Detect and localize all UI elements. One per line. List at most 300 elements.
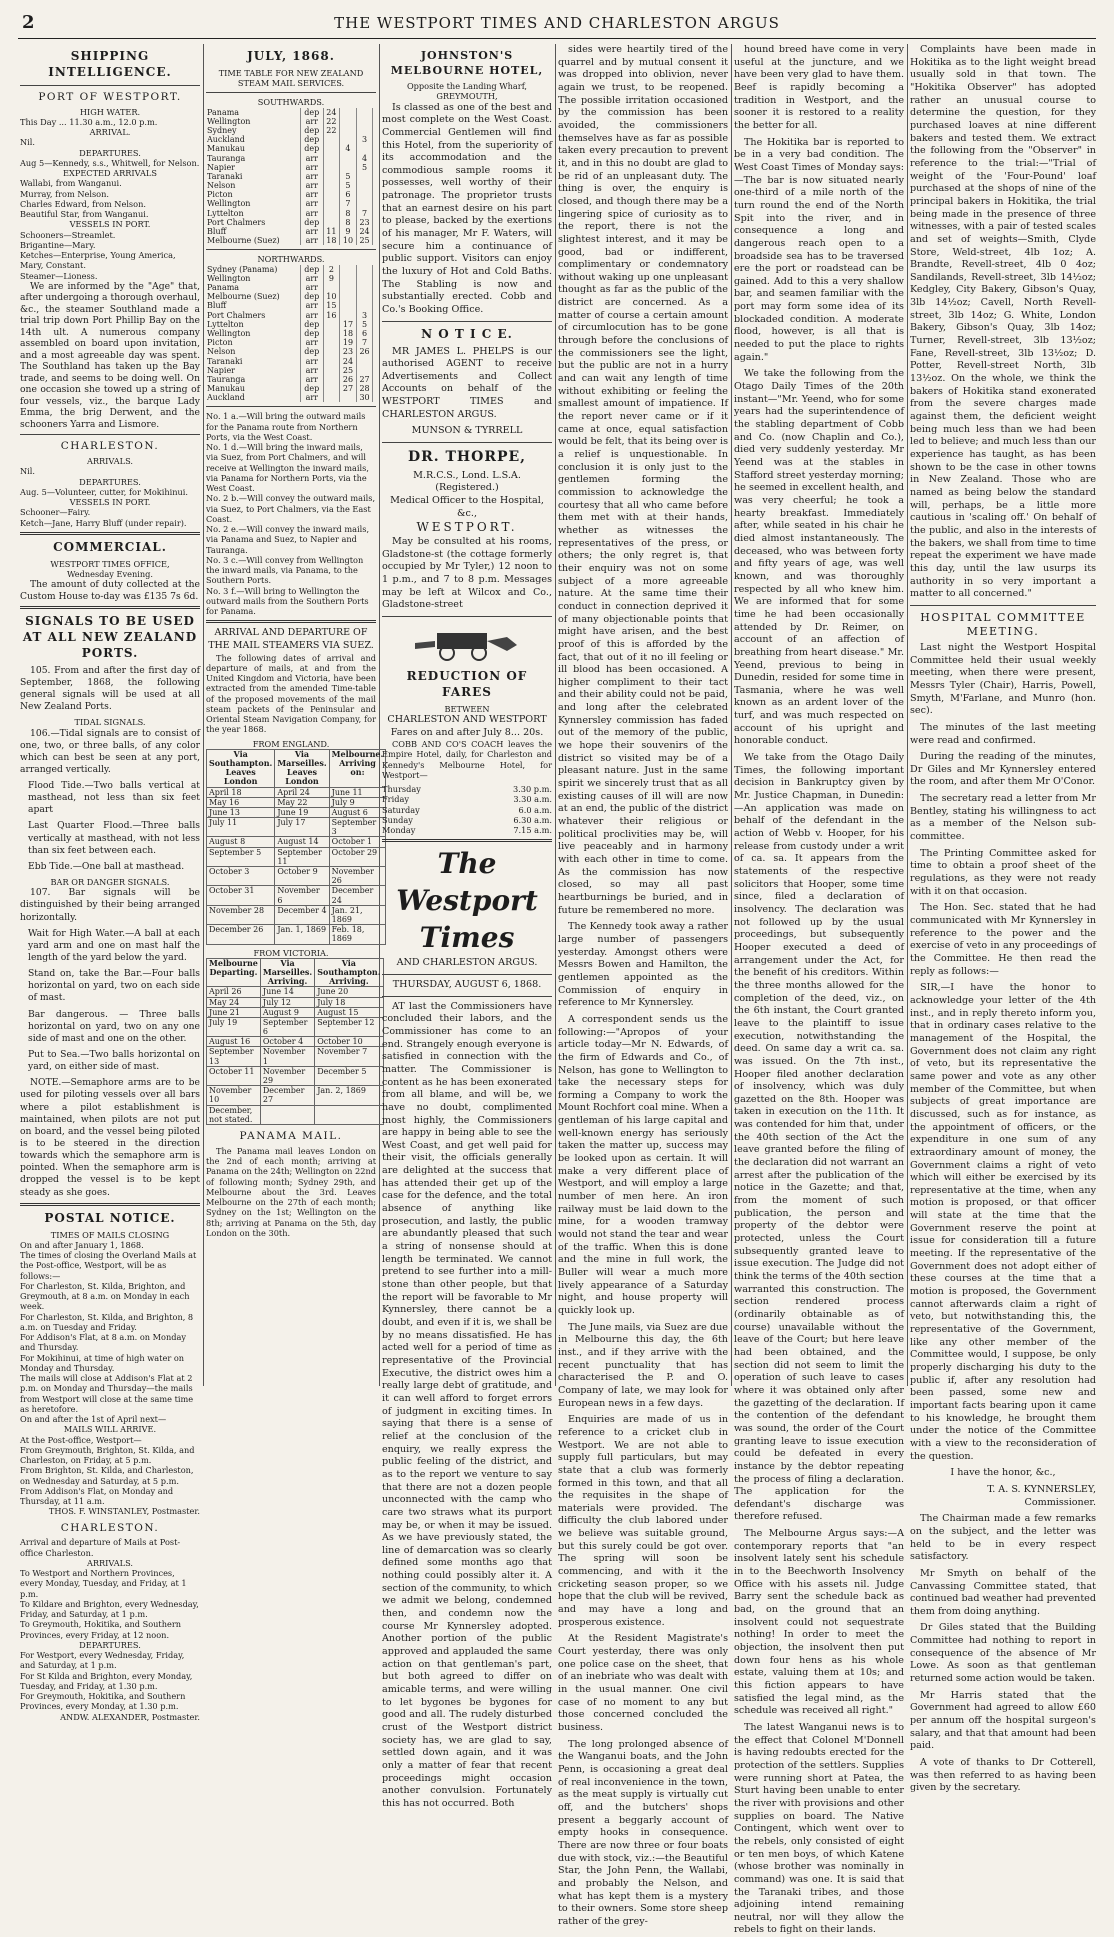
- table-cell: [373, 163, 376, 172]
- table-cell: [323, 347, 340, 356]
- article-paragraph: We take the following from the Otago Daily Times of the 20th instant—"Mr. Yeend, who for some years had the superintendence of the stabling department of Cobb and Co. (now Chaplin and Co.), died very suddenly yesterday. Mr Yeend was at the stables in Stafford street yesterday morning; he seemed in excellent health, and was very cheerful; he took a hearty breakfast. Immediately after, while seated in his chair he died almost instantaneously. The deceased, who was between forty and fifty years of age, was well known, and was thoroughly respected by all who knew him. We are informed that for some time he had been occasionally attended by Dr. Reimer, on account of an affection of breathing from heart disease." Mr. Yeend, previous to being in Dunedin, resided for some time in Tasmania, where he was well known as an ardent lover of the turf, and was much respected on account of his upright and honorable conduct.: [734, 368, 904, 747]
- table-row: [207, 847, 386, 866]
- fares-line: Fares on and after July 8... 20s.: [390, 726, 544, 738]
- table-cell: [323, 375, 340, 384]
- from-victoria-label: FROM VICTORIA.: [253, 947, 329, 958]
- article-paragraph: A correspondent sends us the following:—"Apropos of your article today—Mr N. Edwards, of the firm of Edwards and Co., of Nelson, has gone to Wellington to take the necessary steps for forming a Company to work the Mount Rochfort coal mine. When a gentleman of his large capital and well-known energy has seriously taken the matter up, success may be looked upon as certain. It will make a very different place of Westport, and will employ a large number of men here. An iron railway must be laid down to the mine, for a wooden tramway would not stand the tear and wear of the traffic. When this is done and the mine in full work, the Buller will wear a much more lively appearance of a Saturday night, and house property will quickly look up.: [558, 1013, 729, 1316]
- article-paragraph: The June mails, via Suez are due in Melbourne this day, the 6th inst., and if they arrive with the recent punctuality that has characterised the P. and O. Company of late, we may look for European news in a few days.: [558, 1321, 728, 1409]
- table-cell: [373, 283, 376, 292]
- table-cell: arr: [300, 236, 323, 245]
- postal-subheading: TIMES OF MAILS CLOSING: [50, 1229, 170, 1240]
- table-cell: October 1: [329, 837, 386, 847]
- table-cell: [356, 172, 373, 181]
- table-cell: Jan. 2, 1869: [315, 1086, 383, 1105]
- table-row: [207, 987, 384, 997]
- article-paragraph: The long prolonged absence of the Wanganui boats, and the John Penn, is occasioning a great deal of real inconvenience in the town, as the meat supply is virtually cut off, and the butchers' shops present a beggarly account of empty hooks in consequence. There are now three or four boats due with stock, viz.:—the Beautiful Star, the John Penn, the Wallabi, and probably the Nelson, and what has kept them is a mystery to their owners. Some store sheep rather of the grey-: [558, 1738, 728, 1927]
- vessel-entry: Ketch—Jane, Harry Bluff (under repair).: [20, 517, 187, 528]
- table-row: [207, 905, 386, 924]
- signals-heading: SIGNALS TO BE USED AT ALL NEW ZEALAND PORTS.: [22, 614, 198, 660]
- table-cell: [323, 338, 340, 347]
- postal-line: For Westport, every Wednesday, Friday, and Saturday, at 1 p.m.: [20, 1650, 185, 1671]
- article-paragraph: At the Resident Magistrate's Court yesterday, there was only one police case on the sheet, that of an inebriate who was dealt with in the usual manner. One civil case of no moment to any but those concerned concluded the business.: [558, 1633, 728, 1733]
- table-row: [206, 163, 376, 172]
- table-cell: August 14: [275, 837, 329, 847]
- table-header-cell: Via Marseilles. Arriving.: [260, 958, 314, 987]
- table-cell: Port Chalmers: [207, 217, 266, 227]
- table-header-row: [207, 958, 384, 987]
- from-england-label: FROM ENGLAND.: [252, 738, 330, 749]
- fare-row: [382, 794, 552, 804]
- table-cell: [356, 301, 373, 310]
- table-cell: Bluff: [207, 301, 227, 311]
- nameplate-subtitle: AND CHARLESTON ARGUS.: [396, 957, 538, 969]
- table-cell: dep: [300, 144, 323, 153]
- table-cell: April 24: [275, 787, 329, 797]
- postal-line: To Kildare and Brighton, every Wednesday, Friday, and Saturday, at 1 p.m.: [20, 1598, 199, 1620]
- table-cell: 3: [356, 135, 373, 144]
- signals-paragraph: Flood Tide.—Two balls vertical at masthead, not less than six feet apart: [28, 780, 200, 816]
- postal-line: For Charleston, St. Kilda, Brighton, and Greymouth, at 8 a.m. on Monday in each week.: [20, 1280, 190, 1312]
- table-row: [206, 393, 376, 402]
- table-cell: Lyttelton: [207, 319, 244, 329]
- hospital-signature: T. A. S. KYNNERSLEY, Commissioner.: [987, 1483, 1096, 1508]
- hospital-paragraph: SIR,—I have the honor to acknowledge your letter of the 4th inst., and in reply thereto inform you, that in ordinary cases relative to the management of the Hospital, the Government does not claim any right of veto, but its representative the same power and vote as any other member of the Committee, but when subjects of great importance are discussed, such as for instance, as the appointment of officers, or the expenditure in one sum of any extraordinary amount of money, the Government claims a right of veto which will either be exercised by its representative at the time, when any motion is proposed, or that officer will state at the time that the Government reserve the point at issue for consideration till a future meeting. If the representative of the Government does not adopt either of these courses at the time that a motion is proposed, the Government cannot afterwards claim a right of veto, but notwithstanding this, the representative of the Government, like any other member of the Committee would, I suppose, be only properly discharging his duty to the public if, after any resolution had been passed, some new and important facts bearing upon it came to his knowledge, he brought them under the notice of the Committee with a view to the reconsideration of the question.: [910, 982, 1096, 1462]
- table-cell: June 14: [260, 987, 314, 997]
- column-3: [382, 44, 552, 1809]
- masthead-rule: [18, 38, 1096, 39]
- table-cell: [356, 117, 373, 126]
- table-cell: Nelson: [207, 181, 236, 191]
- table-cell: October 3: [207, 867, 275, 886]
- table-cell: Wellington: [207, 273, 251, 283]
- table-cell: July 9: [329, 797, 386, 807]
- table-cell: Tauranga: [207, 374, 246, 384]
- table-cell: 17: [340, 320, 357, 329]
- southwards-table: [206, 108, 376, 246]
- bar-label: BAR OR DANGER SIGNALS.: [50, 877, 170, 888]
- table-cell: Taranaki: [207, 171, 243, 181]
- postal-line: For Greymouth, Hokitika, and Southern Provinces, every Monday, at 1.30 p.m.: [20, 1691, 186, 1712]
- newspaper-nameplate: The Westport Times: [396, 847, 538, 955]
- table-row: [206, 375, 376, 384]
- table-cell: [323, 135, 340, 144]
- table-cell: Melbourne (Suez): [207, 236, 280, 246]
- doctor-role: Medical Officer to the Hospital, &c.,: [390, 494, 544, 519]
- table-cell: arr: [300, 375, 323, 384]
- table-cell: Sydney: [207, 125, 237, 135]
- table-cell: 23: [340, 347, 357, 356]
- table-cell: 25: [340, 366, 357, 375]
- table-cell: [356, 265, 373, 274]
- signals-paragraph: Ebb Tide.—One ball at masthead.: [28, 860, 185, 872]
- table-cell: 7: [356, 338, 373, 347]
- arrival-nil: Nil.: [20, 137, 36, 148]
- table-row: [207, 807, 386, 817]
- expected-entry: Wallabi, from Wanganui.: [20, 178, 122, 189]
- table-cell: 24: [323, 108, 340, 117]
- commercial-heading: COMMERCIAL.: [53, 539, 167, 554]
- table-cell: 25: [356, 236, 373, 245]
- table-header-cell: Via Southampton. Arriving.: [315, 958, 383, 987]
- table-cell: [373, 384, 376, 393]
- table-cell: July 18: [315, 997, 383, 1007]
- signals-paragraph: Last Quarter Flood.—Three balls vertically at masthead, with not less than six feet between each.: [28, 820, 200, 856]
- table-cell: [315, 1105, 383, 1124]
- table-cell: 18: [340, 329, 357, 338]
- column-rule: [203, 44, 204, 1386]
- table-cell: October 9: [275, 867, 329, 886]
- table-cell: Taranaki: [207, 356, 243, 366]
- fare-time: 3.30 a.m.: [513, 794, 552, 805]
- departure-entry: Aug. 5—Volunteer, cutter, for Mokihinui.: [20, 486, 189, 497]
- table-cell: arr: [300, 199, 323, 208]
- table-cell: December 27: [260, 1086, 314, 1105]
- table-row: [206, 172, 376, 181]
- table-cell: October 31: [207, 886, 275, 905]
- table-cell: 8: [340, 209, 357, 218]
- tidal-label: TIDAL SIGNALS.: [74, 717, 146, 728]
- table-cell: 28: [356, 384, 373, 393]
- table-cell: [373, 227, 376, 236]
- charleston-heading: CHARLESTON.: [60, 440, 160, 453]
- table-cell: November 28: [207, 905, 275, 924]
- table-cell: 22: [323, 117, 340, 126]
- table-header-row: [207, 749, 386, 787]
- table-cell: [373, 393, 376, 402]
- table-cell: [323, 144, 340, 153]
- table-cell: 19: [340, 338, 357, 347]
- postal-line: For Mokihinui, at time of high water on Monday and Thursday.: [20, 1352, 185, 1373]
- table-cell: August 8: [207, 837, 275, 847]
- table-header-cell: Via Southampton. Leaves London: [207, 749, 275, 787]
- expected-entry: Beautiful Star, from Wanganui.: [20, 209, 149, 220]
- article-paragraph: hound breed have come in very useful at the juncture, and we have been very glad to have them. Beef is rapidly becoming a tradition in Westport, and the sooner it is restored to a reality the better for all.: [734, 44, 904, 131]
- table-cell: December, not stated.: [207, 1105, 261, 1124]
- table-row: [207, 837, 386, 847]
- table-row: [207, 886, 386, 905]
- column-2: [206, 44, 384, 1386]
- table-cell: November 7: [315, 1047, 383, 1066]
- table-cell: December 4: [275, 905, 329, 924]
- table-cell: November 10: [207, 1086, 261, 1105]
- timetable-note: No. 3 f.—Will bring to Wellington the outward mails from the Southern Ports for Panama.: [206, 585, 369, 617]
- table-cell: October 4: [260, 1037, 314, 1047]
- table-cell: 18: [323, 236, 340, 245]
- expected-entry: Murray, from Nelson.: [20, 188, 109, 199]
- signals-paragraph: NOTE.—Semaphore arms are to be used for piloting vessels over all bars where a pilot establishment is maintained, when pilots are not put on board, and the vessel being piloted is to be steered in the direction towards which the semaphore arm is pointed. When the semaphore arm is dropped the vessel is to be kept steady as she goes.: [20, 1077, 200, 1198]
- table-row: [207, 1066, 384, 1085]
- table-cell: Jan. 1, 1869: [275, 925, 329, 944]
- table-cell: [260, 1105, 314, 1124]
- table-cell: September 5: [207, 847, 275, 866]
- table-cell: August 9: [260, 1007, 314, 1017]
- table-cell: [340, 301, 357, 310]
- postal-line: MAILS WILL ARRIVE.: [63, 1424, 157, 1435]
- victoria-table: [206, 958, 384, 1125]
- table-cell: dep: [300, 384, 323, 393]
- table-cell: 9: [340, 227, 357, 236]
- postal-line: On and after January 1, 1868.: [20, 1239, 144, 1250]
- table-cell: [373, 199, 376, 208]
- table-cell: Auckland: [207, 393, 245, 403]
- postal-line: The mails will close at Addison's Flat at 2 p.m. on Monday and Thursday—the mails from Westport will close at the same time as heretofore.: [20, 1373, 194, 1414]
- table-cell: 6: [356, 329, 373, 338]
- fare-day: Friday: [382, 794, 409, 805]
- table-cell: [356, 199, 373, 208]
- table-cell: November 1: [260, 1047, 314, 1066]
- table-cell: [356, 181, 373, 190]
- fare-time: 3.30 p.m.: [512, 784, 552, 795]
- shipping-heading: SHIPPING INTELLIGENCE.: [48, 49, 172, 79]
- fares-heading: REDUCTION OF FARES: [406, 668, 528, 699]
- table-cell: [373, 144, 376, 153]
- table-cell: [373, 181, 376, 190]
- table-row: [206, 117, 376, 126]
- table-cell: 11: [323, 227, 340, 236]
- table-cell: November 26: [329, 867, 386, 886]
- hospital-paragraph: Mr Smyth on behalf of the Canvassing Committee stated, that continued bad weather had prevented them from doing anything.: [910, 1567, 1096, 1617]
- doctor-town: WESTPORT.: [416, 520, 518, 535]
- table-cell: October 29: [329, 847, 386, 866]
- table-cell: arr: [300, 274, 323, 283]
- table-row: [207, 1007, 384, 1017]
- table-cell: [356, 190, 373, 199]
- postal-signature: THOS. F. WINSTANLEY, Postmaster.: [48, 1506, 200, 1517]
- signals-paragraph: 106.—Tidal signals are to consist of one, two, or three balls, of any color which can best be seen at any port, arranged vertically.: [20, 727, 200, 775]
- news-paragraph: The amount of duty collected at the Custom House to-day was £135 7s 6d.: [20, 579, 200, 602]
- table-cell: [373, 154, 376, 163]
- table-cell: [323, 384, 340, 393]
- table-cell: June 11: [329, 787, 386, 797]
- hospital-paragraph: During the reading of the minutes, Dr Giles and Mr Kynnersley entered the room, and after them Mr O'Conor.: [910, 751, 1096, 788]
- table-cell: Wellington: [207, 199, 251, 209]
- table-row: [206, 154, 376, 163]
- table-cell: December 5: [315, 1066, 383, 1085]
- table-cell: 5: [340, 172, 357, 181]
- newspaper-running-title: THE WESTPORT TIMES AND CHARLESTON ARGUS: [334, 14, 780, 32]
- doctor-advertisement: May be consulted at his rooms, Gladstone-st (the cottage formerly occupied by Mr Tyler,) 12 noon to 1 p.m., and 7 to 8 p.m. Messages may be left at Wilcox and Co., Gladstone-street: [382, 536, 552, 611]
- table-row: [206, 366, 376, 375]
- table-cell: [373, 357, 376, 366]
- table-cell: [373, 320, 376, 329]
- table-cell: [373, 366, 376, 375]
- table-cell: Jan. 21, 1869: [329, 905, 386, 924]
- table-cell: June 21: [207, 1007, 261, 1017]
- table-row: [206, 236, 376, 245]
- england-table: [206, 749, 386, 945]
- southwards-label: SOUTHWARDS.: [257, 97, 325, 108]
- table-cell: dep: [300, 320, 323, 329]
- table-row: [206, 190, 376, 199]
- table-cell: 23: [356, 218, 373, 227]
- column-5: [734, 44, 904, 1936]
- notice-body: MR JAMES L. PHELPS is our authorised AGENT to receive Advertisements and Collect Accounts on behalf of the WESTPORT TIMES and CHARLESTON ARGUS.: [382, 345, 552, 420]
- table-cell: [323, 181, 340, 190]
- fares-body: COBB AND CO'S COACH leaves the Empire Hotel, daily, for Charleston and Kennedy's Melbourne Hotel, for Westport—: [382, 739, 552, 780]
- table-cell: [340, 163, 357, 172]
- table-cell: arr: [300, 163, 323, 172]
- fare-time: 6.0 a.m.: [518, 804, 552, 815]
- article-paragraph: The Hokitika bar is reported to be in a very bad condition. The West Coast Times of Monday says:—The bar is now situated nearly one-third of a mile north of the turn round the end of the North Spit into the river, and in consequence a long and dangerous reach open to a broadside sea has to be traversed ere the port or roadstead can be gained. Add to this a very shallow bar, and seamen familiar with the port may form some idea of its blockaded condition. A moderate flood, however, is all that is needed to put the place to rights again.": [734, 136, 904, 363]
- table-cell: 5: [340, 181, 357, 190]
- table-cell: [340, 117, 357, 126]
- table-cell: [373, 274, 376, 283]
- table-row: [207, 797, 386, 807]
- postal-line: DEPARTURES.: [79, 1639, 141, 1650]
- timetable-title: TIME TABLE FOR NEW ZEALAND STEAM MAIL SERVICES.: [218, 67, 364, 89]
- table-cell: arr: [300, 366, 323, 375]
- table-cell: dep: [300, 108, 323, 117]
- table-cell: [373, 301, 376, 310]
- table-cell: [340, 265, 357, 274]
- hospital-paragraph: The minutes of the last meeting were read and confirmed.: [910, 721, 1096, 746]
- table-row: [206, 135, 376, 144]
- table-cell: [340, 126, 357, 135]
- table-cell: [340, 311, 357, 320]
- column-rule: [731, 44, 732, 1386]
- table-cell: [356, 274, 373, 283]
- hospital-paragraph: Dr Giles stated that the Building Committee had nothing to report in consequence of the absence of Mr Lowe. As soon as that gentleman returned some action would be taken.: [910, 1622, 1096, 1685]
- signals-paragraph: 107. Bar signals will be distinguished by their being arranged horizontally.: [20, 887, 200, 923]
- table-cell: 10: [340, 236, 357, 245]
- table-row: [206, 301, 376, 310]
- article-paragraph: Complaints have been made in Hokitika as to the light weight bread usually sold in that town. The "Hokitika Observer" has adopted rather an unusual course to determine the question, for they purchased loaves at nine different bakers and tested them. We extract the following from the "Observer" in reference to the trial:—"Trial of weight of the 'Four-Pound' loaf purchased at the shops of nine of the principal bakers in Hokitika, the trial being made in the presence of three witnesses, with a pair of tested scales and set of weights—Smith, Clyde Store, Weld-street, 4lb 1oz; A. Brandte, Revell-street, 4lb 0 4oz; Sandilands, Revell-street, 3lb 14½oz; Kedgley, City Bakery, Gibson's Quay, 3lb 14½oz; Cavell, North Revell-street, 3lb 14oz; G. White, London Bakery, Gibson's Quay, 3lb 14oz; Turner, Revell-street, 3lb 13½oz; Fane, Revell-street, 3lb 13½oz; D. Potter, Revell-street North, 3lb 13½oz. On the whole, we think the bakers of Hokitika stand exonerated from the severe charges made against them, the deficient weight being much less than we had been led to believe; and much less than our experience has taught, as has been shown to be the case in other towns in New Zealand. Those who are named as being below the standard will, perhaps, be a little more cautious in 'scaling off.' On behalf of the public, and also in the interests of the bakers, we shall from time to time repeat the experiment we have made this day, until the law usurps its authority in so very important a matter to all concerned.": [910, 44, 1096, 600]
- arrival-label: ARRIVAL.: [89, 127, 131, 138]
- fare-time: 7.15 a.m.: [513, 825, 552, 836]
- article-paragraph: sides were heartily tired of the quarrel and by mutual consent it was dropped into oblivion, never again we trust, to be reopened. The possible irritation occasioned by the commission has been avoided, the commissioners themselves have as far as possible taken every precaution to prevent it, and in this no doubt are glad to be rid of an unpleasant duty. The thing is over, the enquiry is closed, and though there may be a lingering spice of curiosity as to the report, there is not the slightest interest, and it may be good, bad or indifferent, complimentary or condemnatory without waking up one unpleasant thought as far as the public of the district are concerned. As a matter of course a certain amount of circumlocution has to be gone through before the conclusions of the commissioners see the light, but the public are not in a hurry and can wait any length of time without exhibiting or feeling the smallest amount of impatience. If the report never came or if it came at once, equal satisfaction would be felt, that its being over is a relief is unquestionable. In conclusion it is only just to the gentlemen forming the commission to acknowledge the courtesy that all who came before them met with at their hands, whether as witnesses the representatives of the press, or others; the only regret is, that their enquiry was not on some subject of a more agreeable nature. At the same time their conduct in connection deprived it of many objectionable points that might have arisen, and the best proof of this is afforded by the fact, that out of it no ill feeling or ill blood has been occasioned. A higher compliment to their tact and their ability could not be paid, and long after the celebrated Kynnersley commission has faded out of the memory of the public, we hope their souvenirs of the district so visited may be of a pleasant nature. Just in the same spirit we sincerely trust that as all existing causes of ill will are now at an end, the public of the district whatever their religious or political proclivities may be, will live peaceably and in harmony with each other in time to come. As the commission has now closed, so may all past heartburnings be buried, and in future be remembered no more.: [558, 44, 728, 916]
- table-cell: 10: [323, 292, 340, 301]
- table-cell: arr: [300, 117, 323, 126]
- hospital-paragraph: A vote of thanks to Dr Cotterell, was then referred to as having been given by the secretary.: [910, 1757, 1096, 1794]
- timetable-note: No. 3 c.—Will convey from Wellington the inward mails, via Panama, to the Southern Ports.: [206, 554, 364, 586]
- fares-between: BETWEEN: [444, 703, 490, 714]
- table-cell: 30: [356, 393, 373, 402]
- vessel-entry: Steamer—Lioness.: [20, 270, 98, 281]
- table-row: [206, 274, 376, 283]
- table-row: [207, 1086, 384, 1105]
- vessel-entry: Brigantine—Mary.: [20, 239, 96, 250]
- table-cell: August 16: [207, 1037, 261, 1047]
- table-cell: [373, 236, 376, 245]
- table-row: [206, 311, 376, 320]
- table-row: [207, 867, 386, 886]
- table-cell: dep: [300, 135, 323, 144]
- column-4: [558, 44, 729, 1927]
- article-paragraph: The Melbourne Argus says:—A contemporary reports that "an insolvent lately sent his schedule in to the Beechworth Insolvency Office with his assets nil. Judge Barry sent the schedule back as bad, on the ground that an insolvent could not sequestrate nothing! In order to meet the objection, the insolvent then put down four hens as his whole estate, valuing them at 10s; and this fiction appears to have satisfied the legal mind, as the schedule was received all right.": [734, 1528, 904, 1717]
- column-rule: [907, 44, 908, 1386]
- table-cell: [323, 357, 340, 366]
- table-row: [207, 1017, 384, 1036]
- table-cell: December 26: [207, 925, 275, 944]
- table-cell: [373, 265, 376, 274]
- fare-day: Saturday: [382, 804, 420, 815]
- table-cell: Melbourne (Suez): [207, 292, 280, 302]
- table-cell: April 26: [207, 987, 261, 997]
- table-cell: dep: [300, 329, 323, 338]
- table-cell: [373, 209, 376, 218]
- expected-entry: Charles Edward, from Nelson.: [20, 198, 146, 209]
- office-line: WESTPORT TIMES OFFICE,: [50, 558, 170, 569]
- hotel-subheading: Opposite the Landing Wharf, GREYMOUTH,: [406, 81, 528, 102]
- high-water-times: This Day ... 11.30 a.m., 12.0 p.m.: [20, 116, 158, 127]
- table-cell: May 24: [207, 997, 261, 1007]
- table-cell: [373, 108, 376, 117]
- fare-row: [382, 784, 552, 794]
- fare-row: [382, 805, 552, 815]
- table-row: [206, 347, 376, 356]
- hospital-paragraph: The secretary read a letter from Mr Bentley, stating his willingness to act as a member of the Nelson sub-committee.: [910, 793, 1096, 843]
- postal-line: For St Kilda and Brighton, every Monday, Tuesday, and Friday, at 1.30 p.m.: [20, 1670, 193, 1691]
- column-1: [20, 44, 200, 1722]
- table-row: [206, 292, 376, 301]
- office-date: Wednesday Evening.: [67, 568, 153, 579]
- table-row: [206, 283, 376, 292]
- table-cell: [323, 218, 340, 227]
- table-cell: 15: [323, 301, 340, 310]
- table-cell: [340, 135, 357, 144]
- table-cell: [340, 393, 357, 402]
- expected-label: EXPECTED ARRIVALS: [63, 168, 157, 179]
- table-cell: arr: [300, 301, 323, 310]
- table-cell: Auckland: [207, 135, 245, 145]
- table-cell: [323, 172, 340, 181]
- hospital-paragraph: The Hon. Sec. stated that he had communicated with Mr Kynnersley in reference to the power and the exercise of veto in any proceedings of the Committee. He then read the reply as follows:—: [910, 902, 1096, 977]
- table-cell: Wellington: [207, 116, 251, 126]
- table-cell: [323, 329, 340, 338]
- table-cell: [373, 172, 376, 181]
- column-rule: [555, 44, 556, 1386]
- panama-heading: PANAMA MAIL.: [239, 1129, 343, 1142]
- table-cell: April 18: [207, 787, 275, 797]
- panama-body: The Panama mail leaves London on the 2nd of each month; arriving at Panama on the 24th; Wellington on 22nd of following month; Sydney 29th, and Melbourne about the 3rd. Leaves Melbourne on the 27th of each month; Sydney on the 1st; Wellington on the 8th; arriving at Panama on the 5th, day London on the 30th.: [206, 1145, 376, 1238]
- table-cell: November 6: [275, 886, 329, 905]
- port-heading: PORT OF WESTPORT.: [38, 90, 182, 103]
- table-cell: Feb. 18, 1869: [329, 925, 386, 944]
- table-cell: October 11: [207, 1066, 261, 1085]
- table-row: [206, 338, 376, 347]
- table-cell: Napier: [207, 365, 236, 375]
- table-cell: dep: [300, 265, 323, 274]
- fares-route: CHARLESTON AND WESTPORT: [387, 713, 547, 725]
- table-cell: December 24: [329, 886, 386, 905]
- table-cell: dep: [300, 218, 323, 227]
- arrivals-label: ARRIVALS.: [86, 456, 134, 467]
- postal-line: To Greymouth, Hokitika, and Southern Provinces, every Friday, at 12 noon.: [20, 1619, 182, 1640]
- table-row: [207, 1037, 384, 1047]
- table-cell: [373, 375, 376, 384]
- table-cell: 5: [356, 163, 373, 172]
- charleston-mail-heading: CHARLESTON.: [60, 1521, 160, 1534]
- hospital-heading: HOSPITAL COMMITTEE MEETING.: [920, 610, 1086, 639]
- table-row: [206, 199, 376, 208]
- table-cell: 2: [323, 265, 340, 274]
- vessels-label: VESSELS IN PORT.: [69, 219, 151, 230]
- table-row: [206, 209, 376, 218]
- table-cell: arr: [300, 357, 323, 366]
- table-cell: [373, 126, 376, 135]
- table-cell: Sydney (Panama): [207, 264, 278, 274]
- doctor-heading: DR. THORPE,: [407, 449, 527, 466]
- table-cell: arr: [300, 283, 323, 292]
- table-row: [206, 265, 376, 274]
- fare-row: [382, 825, 552, 835]
- table-cell: [323, 393, 340, 402]
- table-cell: dep: [300, 347, 323, 356]
- table-row: [206, 329, 376, 338]
- postal-line: To Westport and Northern Provinces, every Monday, Tuesday, and Friday, at 1 p.m.: [20, 1568, 187, 1599]
- vessel-entry: Schooner—Fairy.: [20, 507, 91, 518]
- postal-line: From Addison's Flat, on Monday and Thursday, at 11 a.m.: [20, 1485, 174, 1506]
